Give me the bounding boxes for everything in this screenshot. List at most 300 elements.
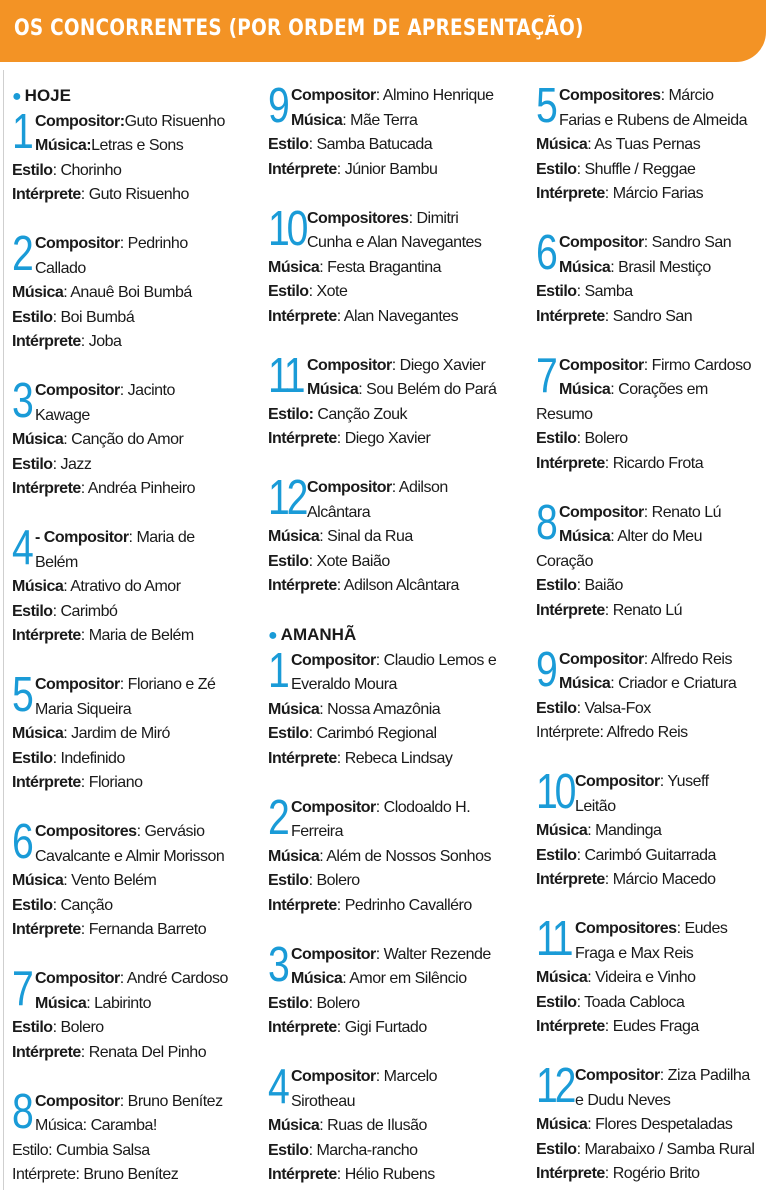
field-value: : Ruas de Ilusão bbox=[319, 1117, 427, 1134]
entry-line bbox=[12, 600, 262, 625]
field-value: Guto Risuenho bbox=[124, 112, 225, 130]
entry-number: 4 bbox=[12, 521, 31, 575]
entry-line bbox=[12, 1114, 262, 1139]
contestant-entry bbox=[536, 1059, 764, 1187]
entry-line bbox=[536, 403, 764, 428]
field-value: Cunha e Alan Navegantes bbox=[307, 234, 482, 251]
entry-number: 1 bbox=[12, 104, 31, 159]
field-label: Intérprete bbox=[536, 601, 605, 619]
field-label: Compositor bbox=[559, 503, 644, 521]
entry-line bbox=[12, 624, 262, 649]
entry-line bbox=[268, 673, 530, 698]
field-value: : Chorinho bbox=[52, 161, 122, 179]
field-label: Música bbox=[12, 872, 64, 889]
entry-number: 11 bbox=[268, 348, 303, 403]
entry-line bbox=[12, 330, 262, 355]
field-value: : Renato Lú bbox=[604, 601, 683, 619]
field-label: Música bbox=[268, 528, 320, 545]
field-label: Compositor bbox=[291, 651, 376, 669]
section-title: AMANHÃ bbox=[280, 625, 357, 644]
entry-line bbox=[12, 526, 262, 551]
entry-line bbox=[268, 943, 530, 968]
field-value: : Bruno Benítez bbox=[119, 1092, 223, 1110]
contestant-entry bbox=[12, 962, 262, 1065]
field-value: : Canção bbox=[52, 896, 113, 914]
field-label: Estilo bbox=[12, 749, 53, 767]
contestant-entry bbox=[536, 348, 764, 477]
field-value: : Festa Bragantina bbox=[319, 258, 441, 276]
entry-line bbox=[12, 869, 262, 894]
field-label: Música bbox=[12, 725, 64, 742]
field-label: Intérprete bbox=[12, 1043, 81, 1061]
entry-number: 10 bbox=[268, 201, 306, 256]
field-value: : Xote Baião bbox=[308, 552, 390, 570]
contestant-entry bbox=[268, 790, 530, 919]
field-value: : André Cardoso bbox=[119, 970, 228, 987]
bullet-icon: ● bbox=[12, 88, 22, 105]
field-label: Intérprete bbox=[12, 921, 81, 938]
field-label: Estilo bbox=[268, 725, 309, 742]
entry-number: 9 bbox=[268, 79, 287, 133]
contestant-entry bbox=[268, 348, 530, 452]
field-value: : Diego Xavier bbox=[391, 356, 486, 374]
field-label: Estilo bbox=[268, 136, 309, 153]
entry-line bbox=[268, 992, 530, 1017]
entry-line bbox=[536, 1162, 764, 1187]
field-label: Intérprete bbox=[268, 307, 337, 325]
field-value: : Floriano bbox=[80, 774, 143, 791]
column-3 bbox=[536, 79, 764, 1187]
field-label: Compositor bbox=[291, 87, 376, 104]
field-value: : Carimbó bbox=[52, 602, 118, 620]
entry-line bbox=[268, 427, 530, 452]
contestant-entry bbox=[536, 226, 764, 329]
entry-line bbox=[268, 133, 530, 158]
entry-line bbox=[12, 232, 262, 257]
entry-line bbox=[268, 550, 530, 575]
entry-number: 6 bbox=[536, 226, 555, 280]
entry-line bbox=[268, 1090, 530, 1115]
field-value: : Anauê Boi Bumbá bbox=[63, 284, 192, 301]
entry-line bbox=[268, 501, 530, 526]
field-value: : Alfredo Reis bbox=[643, 650, 732, 668]
entry-line bbox=[12, 183, 262, 208]
field-value: : Yuseff bbox=[659, 773, 709, 790]
field-label: Compositor bbox=[35, 1092, 120, 1110]
entry-line bbox=[268, 280, 530, 305]
field-value: : Almino Henrique bbox=[375, 87, 494, 104]
entry-line bbox=[536, 991, 764, 1016]
field-value: : Baião bbox=[576, 577, 623, 594]
contestant-entry bbox=[536, 912, 764, 1040]
field-label: Intérprete bbox=[268, 1166, 337, 1183]
field-value: : Andréa Pinheiro bbox=[80, 480, 196, 497]
field-value: : Ziza Padilha bbox=[659, 1067, 750, 1084]
entry-line bbox=[536, 574, 764, 599]
field-value: : Clodoaldo H. bbox=[375, 798, 471, 816]
field-value: : Bolero bbox=[308, 872, 360, 889]
field-value: : Dimitri bbox=[408, 209, 459, 227]
entry-number: 11 bbox=[536, 912, 571, 966]
entry-line bbox=[268, 354, 530, 379]
field-label: Intérprete bbox=[268, 430, 337, 447]
field-value: Leitão bbox=[575, 797, 616, 815]
field-value: : Pedrinho Cavalléro bbox=[336, 896, 472, 914]
field-label: Música bbox=[291, 111, 343, 129]
field-label: Estilo bbox=[536, 160, 577, 178]
field-label: Música bbox=[268, 700, 320, 718]
entry-line bbox=[268, 525, 530, 550]
entry-line bbox=[536, 550, 764, 575]
field-label: Compositor bbox=[291, 945, 376, 963]
field-value: : Maria de bbox=[128, 529, 195, 546]
field-value: : Sandro San bbox=[643, 234, 732, 251]
field-label: Estilo bbox=[268, 872, 309, 889]
entry-line bbox=[12, 820, 262, 845]
field-value: : Corações em bbox=[610, 381, 708, 398]
field-value: : Sandro San bbox=[604, 307, 693, 325]
entry-line bbox=[536, 378, 764, 403]
field-value: : Xote bbox=[308, 283, 348, 300]
field-value: : Amor em Silêncio bbox=[342, 970, 467, 987]
entry-line bbox=[12, 379, 262, 404]
section-heading bbox=[12, 84, 262, 110]
field-value: : Indefinido bbox=[52, 749, 125, 767]
entry-line bbox=[12, 1163, 262, 1188]
field-label: Estilo bbox=[12, 161, 53, 179]
entry-line bbox=[536, 648, 764, 673]
field-label: Estilo bbox=[268, 994, 309, 1012]
field-label: Intérprete bbox=[536, 454, 605, 472]
entry-number: 4 bbox=[268, 1060, 287, 1114]
entry-line bbox=[12, 257, 262, 282]
entry-line bbox=[536, 133, 764, 158]
entry-line bbox=[536, 868, 764, 893]
entry-line bbox=[12, 992, 262, 1017]
column-divider bbox=[3, 70, 4, 1190]
field-label: Música bbox=[536, 969, 588, 986]
field-value: : Bolero bbox=[52, 1019, 104, 1036]
field-label: Compositor bbox=[575, 1067, 660, 1084]
field-value: : Hélio Rubens bbox=[336, 1166, 435, 1183]
field-value: Letras e Sons bbox=[91, 137, 184, 154]
field-value: : Júnior Bambu bbox=[336, 160, 438, 178]
entry-line bbox=[12, 1090, 262, 1115]
field-value: : Adilson bbox=[391, 479, 448, 496]
entry-number: 9 bbox=[536, 642, 555, 697]
field-label: Compositor bbox=[35, 382, 120, 399]
field-label: Compositor bbox=[35, 235, 120, 252]
field-value: : Fernanda Barreto bbox=[80, 921, 207, 938]
field-value: : Márcio Macedo bbox=[604, 871, 716, 888]
field-value: : Sinal da Rua bbox=[319, 528, 413, 545]
field-label: Estilo bbox=[536, 283, 577, 300]
field-label: Estilo bbox=[536, 577, 577, 594]
field-label: Estilo bbox=[12, 455, 53, 473]
contestant-entry bbox=[268, 471, 530, 599]
field-label: Estilo bbox=[536, 993, 577, 1011]
field-label: Compositor bbox=[35, 970, 120, 987]
section-heading bbox=[268, 623, 530, 649]
field-value: : Mandinga bbox=[587, 822, 662, 839]
field-value: : Walter Rezende bbox=[375, 945, 491, 963]
field-label: Compositor bbox=[559, 650, 644, 668]
field-value: : Videira e Vinho bbox=[587, 969, 696, 986]
field-label: Estilo bbox=[268, 1141, 309, 1159]
field-value: Coração bbox=[536, 552, 593, 570]
field-value: : Ricardo Frota bbox=[604, 454, 704, 472]
field-label: Música bbox=[536, 1116, 588, 1133]
contestant-entry bbox=[536, 642, 764, 746]
field-label: Estilo bbox=[268, 283, 309, 300]
entry-line bbox=[268, 403, 530, 428]
field-label: Música bbox=[559, 381, 611, 398]
entry-line bbox=[12, 967, 262, 992]
entry-line bbox=[268, 649, 530, 674]
entry-line bbox=[268, 722, 530, 747]
contestant-entry bbox=[12, 668, 262, 796]
field-label: Música bbox=[12, 431, 64, 448]
column-2 bbox=[268, 79, 530, 1188]
field-label: Música bbox=[307, 381, 359, 398]
field-label: Estilo bbox=[536, 430, 577, 447]
entry-line bbox=[268, 476, 530, 501]
field-label: Compositores bbox=[559, 87, 661, 104]
contestant-entry bbox=[536, 79, 764, 207]
field-value: : Alter do Meu bbox=[610, 528, 702, 545]
entry-line bbox=[12, 845, 262, 870]
field-value: : Carimbó Regional bbox=[308, 725, 437, 742]
entry-line bbox=[12, 281, 262, 306]
field-label: Estilo bbox=[12, 308, 53, 326]
field-value: Belém bbox=[35, 553, 78, 571]
entry-line bbox=[268, 869, 530, 894]
field-label: Intérprete bbox=[536, 307, 605, 325]
field-label: Estilo bbox=[12, 896, 53, 914]
field-value: : Floriano e Zé bbox=[119, 676, 216, 693]
field-value: : Maria de Belém bbox=[80, 627, 194, 644]
field-label: Música bbox=[536, 822, 588, 839]
entry-line bbox=[268, 747, 530, 772]
entry-line bbox=[536, 501, 764, 526]
field-value: : Gigi Furtado bbox=[336, 1019, 427, 1036]
entry-line bbox=[268, 796, 530, 821]
field-value: : Labirinto bbox=[86, 994, 152, 1012]
field-label: Intérprete bbox=[268, 896, 337, 914]
header-banner bbox=[0, 0, 766, 62]
field-value: : Rogério Brito bbox=[604, 1165, 700, 1182]
field-value: : Guto Risuenho bbox=[80, 186, 189, 203]
entry-line bbox=[12, 159, 262, 184]
field-label: Intérprete bbox=[12, 627, 81, 644]
field-label: Música bbox=[559, 528, 611, 545]
field-label: Música bbox=[12, 284, 64, 301]
field-label: Estilo bbox=[12, 602, 53, 620]
field-label: Intérprete bbox=[12, 774, 81, 791]
field-label: Música bbox=[536, 136, 588, 153]
field-label: Música bbox=[35, 994, 87, 1012]
entry-line bbox=[12, 1139, 262, 1164]
field-value: Estilo: Cumbia Salsa bbox=[12, 1141, 150, 1159]
field-value: : Adilson Alcântara bbox=[336, 577, 459, 594]
field-value: e Dudu Neves bbox=[575, 1091, 671, 1109]
entry-line bbox=[12, 918, 262, 943]
entry-number: 1 bbox=[268, 643, 287, 698]
field-value: : Firmo Cardoso bbox=[643, 356, 751, 374]
field-label: Compositores bbox=[307, 209, 409, 227]
field-label: Música bbox=[12, 578, 64, 595]
entry-line bbox=[12, 1016, 262, 1041]
entry-line bbox=[12, 575, 262, 600]
entry-line bbox=[12, 477, 262, 502]
entry-number: 12 bbox=[268, 471, 306, 525]
field-value: : Renato Lú bbox=[643, 503, 722, 521]
entry-number: 10 bbox=[536, 765, 574, 819]
entry-line bbox=[12, 747, 262, 772]
field-value: : Pedrinho bbox=[119, 235, 188, 252]
field-value: : Rebeca Lindsay bbox=[336, 749, 453, 767]
entry-line bbox=[12, 1041, 262, 1066]
contestant-entry bbox=[12, 1084, 262, 1188]
entry-number: 7 bbox=[536, 348, 555, 403]
entry-line bbox=[268, 1114, 530, 1139]
entry-line bbox=[536, 231, 764, 256]
field-value: : Marcha-rancho bbox=[308, 1141, 418, 1159]
entry-line bbox=[268, 378, 530, 403]
field-label: Intérprete bbox=[536, 185, 605, 202]
field-value: : Shuffle / Reggae bbox=[576, 160, 696, 178]
field-value: : Eudes bbox=[676, 920, 728, 937]
entry-line bbox=[536, 1138, 764, 1163]
entry-line bbox=[12, 110, 262, 135]
field-label: Compositor bbox=[291, 1068, 376, 1085]
entry-number: 5 bbox=[536, 79, 555, 133]
field-label: Compositores bbox=[35, 823, 137, 840]
field-value: Sirotheau bbox=[291, 1092, 355, 1110]
contestant-entry bbox=[268, 937, 530, 1041]
entry-line bbox=[536, 1113, 764, 1138]
field-value: : Boi Bumbá bbox=[52, 308, 135, 326]
field-label: Estilo bbox=[536, 1140, 577, 1158]
entry-line bbox=[12, 306, 262, 331]
field-value: Farias e Rubens de Almeida bbox=[559, 111, 747, 129]
field-label: Estilo bbox=[536, 846, 577, 864]
field-value: : As Tuas Pernas bbox=[587, 136, 701, 153]
entry-line bbox=[268, 158, 530, 183]
entry-number: 5 bbox=[12, 668, 31, 722]
entry-number: 2 bbox=[268, 790, 287, 845]
entry-line bbox=[268, 1139, 530, 1164]
field-label: Intérprete bbox=[12, 480, 81, 497]
entry-line bbox=[536, 305, 764, 330]
field-label: Compositores bbox=[575, 920, 677, 937]
entry-line bbox=[12, 428, 262, 453]
entry-line bbox=[12, 551, 262, 576]
field-value: : Diego Xavier bbox=[336, 430, 431, 447]
field-value: Canção Zouk bbox=[313, 405, 407, 423]
contestant-entry bbox=[12, 227, 262, 355]
entry-line bbox=[268, 820, 530, 845]
entry-line bbox=[536, 280, 764, 305]
field-value: : Márcio Farias bbox=[604, 185, 704, 202]
entry-line bbox=[536, 525, 764, 550]
field-value: Ferreira bbox=[291, 823, 344, 840]
entry-line bbox=[268, 305, 530, 330]
field-value: : Eudes Fraga bbox=[604, 1018, 699, 1035]
field-value: : Atrativo do Amor bbox=[63, 578, 181, 595]
field-value: : Samba Batucada bbox=[308, 136, 433, 153]
field-value: : Jazz bbox=[52, 455, 92, 473]
field-value: : Criador e Criatura bbox=[610, 675, 737, 692]
field-value: : Além de Nossos Sonhos bbox=[319, 847, 491, 865]
contestant-entry bbox=[268, 643, 530, 772]
field-value: : Márcio bbox=[660, 87, 714, 104]
field-label: Intérprete bbox=[536, 1165, 605, 1182]
field-label: Intérprete bbox=[536, 871, 605, 888]
entry-line bbox=[536, 256, 764, 281]
contestant-entry bbox=[268, 1060, 530, 1188]
field-label: Música: bbox=[35, 137, 92, 154]
entry-line bbox=[12, 404, 262, 429]
field-value: Fraga e Max Reis bbox=[575, 944, 694, 962]
entry-line bbox=[536, 354, 764, 379]
contestant-entry bbox=[12, 521, 262, 649]
entry-line bbox=[536, 672, 764, 697]
entry-line bbox=[536, 1015, 764, 1040]
field-value: Everaldo Moura bbox=[291, 676, 397, 693]
field-label: Música bbox=[268, 847, 320, 865]
field-label: Intérprete bbox=[12, 186, 81, 203]
entry-line bbox=[12, 134, 262, 159]
contestant-entry bbox=[536, 765, 764, 893]
field-value: Intérprete: Bruno Benítez bbox=[12, 1166, 179, 1183]
field-label: Compositor: bbox=[35, 112, 125, 130]
entry-line bbox=[268, 845, 530, 870]
entry-line bbox=[268, 207, 530, 232]
entry-line bbox=[536, 697, 764, 722]
entry-line bbox=[536, 427, 764, 452]
field-label: Compositor bbox=[559, 356, 644, 374]
entry-line bbox=[268, 967, 530, 992]
field-label: - Compositor bbox=[35, 529, 129, 546]
field-value: : Marabaixo / Samba Rural bbox=[576, 1140, 755, 1158]
field-value: : Gervásio bbox=[136, 823, 205, 840]
field-value: : Samba bbox=[576, 283, 633, 300]
field-label: Estilo bbox=[536, 699, 577, 717]
entry-line bbox=[268, 1163, 530, 1188]
entry-line bbox=[12, 673, 262, 698]
entry-line bbox=[268, 698, 530, 723]
field-value: Alcântara bbox=[307, 503, 371, 521]
field-label: Intérprete bbox=[268, 577, 337, 594]
entry-line bbox=[268, 109, 530, 134]
field-value: : Vento Belém bbox=[63, 872, 157, 889]
entry-line bbox=[268, 894, 530, 919]
field-label: Estilo: bbox=[268, 405, 314, 423]
field-value: : Flores Despetaladas bbox=[587, 1116, 733, 1133]
field-label: Compositor bbox=[291, 798, 376, 816]
contestant-entry bbox=[268, 79, 530, 182]
field-value: : Toada Cabloca bbox=[576, 993, 685, 1011]
field-value: : Canção do Amor bbox=[63, 431, 184, 448]
field-label: Compositor bbox=[35, 676, 120, 693]
field-label: Estilo bbox=[12, 1019, 53, 1036]
entry-line bbox=[268, 256, 530, 281]
entry-line bbox=[12, 894, 262, 919]
field-label: Música bbox=[559, 258, 611, 276]
bullet-icon: ● bbox=[268, 627, 278, 644]
field-value: Maria Siqueira bbox=[35, 700, 132, 718]
